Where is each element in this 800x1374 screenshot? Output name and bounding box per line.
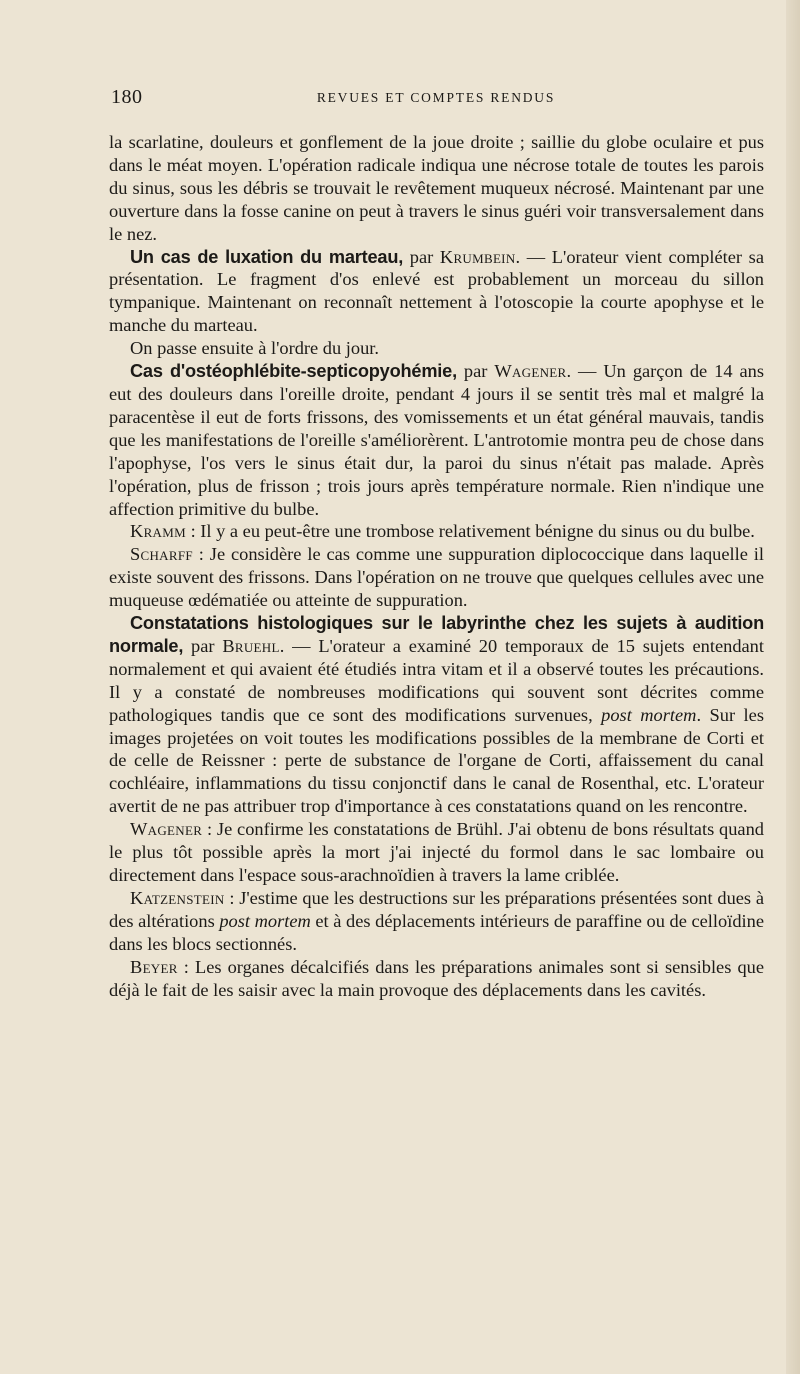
by-word: par	[456, 361, 495, 382]
section-heading: Un cas de luxation du marteau,	[130, 246, 404, 267]
page-edge-shadow	[786, 0, 800, 1374]
paragraph-luxation-marteau	[109, 246, 764, 338]
paragraph-text: et à des déplacements intérieurs de paraffine ou de celloïdine dans les blocs sectionnés.	[109, 910, 764, 954]
paragraph-text: : Il y a eu peut-être une trombose relativement bénigne du sinus ou du bulbe.	[185, 521, 755, 542]
italic-term: post mortem	[601, 704, 697, 725]
author-name: Bruehl	[222, 635, 280, 656]
paragraph-text: . — L'orateur vient compléter sa présentation. Le fragment d'os enlevé est probablement un morceau du sillon tympanique. Maintenant on reconnaît nettement à l'otoscopie la courte apophyse et le manche du marteau.	[109, 246, 764, 336]
section-heading: Constatations histologiques sur le labyrinthe chez les sujets à audition normale,	[109, 613, 764, 656]
paragraph-kramm	[109, 520, 764, 543]
section-heading: Cas d'ostéophlébite-septicopyohémie,	[130, 361, 457, 382]
paragraph-wagener-reply	[109, 818, 764, 887]
paragraph-text: : J'estime que les destructions sur les préparations présentées sont dues à des altérations	[109, 887, 764, 931]
author-name: Krumbein	[439, 246, 516, 267]
paragraph-continuation	[109, 131, 764, 246]
speaker-name: Wagener	[130, 819, 203, 840]
by-word: par	[183, 635, 223, 656]
speaker-name: Scharff	[130, 544, 193, 565]
paragraph-text: . — Un garçon de 14 ans eut des douleurs dans l'oreille droite, pendant 4 jours il se sentit très mal et malgré la paracentèse il eut de forts frissons, des vomissements et un état général mauvais, tandis que les manifestations de l'oreille s'améliorèrent. L'antrotomie montra peu de chose dans l'apophyse, l'os vers le sinus était dur, la paroi du sinus n'était pas malade. Après l'opération, plus de frisson ; trois jours après température normale. Rien n'indique une affection primitive du bulbe.	[109, 361, 764, 519]
paragraph-beyer	[109, 956, 764, 1002]
italic-term: post mortem	[219, 910, 311, 931]
running-title: REVUES ET COMPTES RENDUS	[316, 90, 556, 105]
speaker-name: Beyer	[130, 956, 178, 977]
speaker-name: Kramm	[130, 521, 186, 542]
paragraph-scharff	[109, 543, 764, 612]
article-body	[109, 131, 764, 1001]
page-number: 180	[111, 86, 143, 108]
paragraph-katzenstein	[109, 887, 764, 956]
author-name: Wagener	[494, 361, 567, 382]
paragraph-ordre-du-jour	[109, 337, 764, 360]
page-header	[111, 86, 761, 116]
speaker-name: Katzenstein	[130, 887, 225, 908]
paragraph-constatations-histologiques	[109, 612, 764, 818]
paragraph-text: : Je confirme les constatations de Brühl. J'ai obtenu de bons résultats quand le plus tôt possible après la mort j'ai injecté du formol dans le sac lombaire ou directement dans l'espace sous-arachnoïdien à travers la lame criblée.	[109, 819, 764, 885]
paragraph-text: la scarlatine, douleurs et gonflement de la joue droite ; saillie du globe oculaire et pus dans le méat moyen. L'opération radicale indiqua une nécrose totale de toutes les parois du sinus, sous les débris se trouvait le revêtement muqueux nécrosé. Maintenant par une ouverture dans la fosse canine on peut à travers le sinus guéri voir transversalement dans le nez.	[109, 132, 764, 244]
paragraph-text: On passe ensuite à l'ordre du jour.	[130, 338, 379, 359]
paragraph-text: . — L'orateur a examiné 20 temporaux de 15 sujets entendant normalement et qui avaient été étudiés intra vitam et il a observé toutes les précautions. Il y a constaté de nombreuses modifications qui souvent sont décrites comme pathologiques tandis que ce sont des modifications survenues,	[109, 635, 764, 725]
paragraph-text: : Je considère le cas comme une suppuration diplococcique dans laquelle il existe souvent des frissons. Dans l'opération on ne trouve que quelques cellules avec une muqueuse œdématiée ou atteinte de suppuration.	[109, 544, 764, 611]
paragraph-text: : Les organes décalcifiés dans les préparations animales sont si sensibles que déjà le fait de les saisir avec la main provoque des déplacements dans les cavités.	[109, 956, 764, 1000]
paragraph-osteophlebite	[109, 360, 764, 520]
by-word: par	[403, 246, 440, 267]
paragraph-text: . Sur les images projetées on voit toutes les modifications possibles de la membrane de Corti et de celle de Reissner : perte de substance de l'organe de Corti, affaissement du canal cochléaire, inflammations du tissu conjonctif dans le canal de Rosenthal, etc. L'orateur avertit de ne pas attribuer trop d'importance à ces constatations quand on les rencontre.	[109, 704, 764, 817]
